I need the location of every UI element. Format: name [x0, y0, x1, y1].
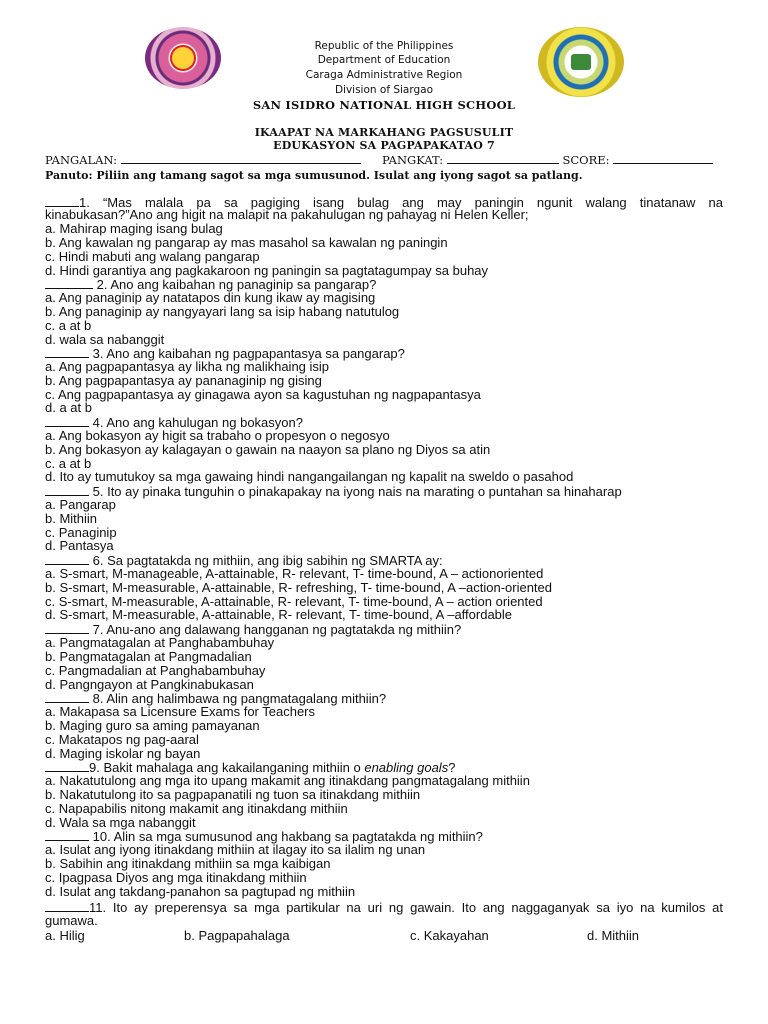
answer-blank-2[interactable] — [45, 277, 93, 289]
option: d. Pangngayon at Pangkinabukasan — [45, 677, 254, 692]
answer-blank-1[interactable] — [45, 195, 79, 207]
header-region: Caraga Administrative Region — [305, 69, 463, 81]
section-label: PANGKAT: — [381, 153, 444, 167]
option: c. Kakayahan — [410, 928, 489, 943]
question-7-stem: 7. Anu-ano ang dalawang hangganan ng pagtatakda ng mithiin? — [45, 622, 461, 637]
answer-blank-11[interactable] — [45, 900, 89, 912]
option: a. Ang panaginip ay natatapos din kung ikaw ay magising — [45, 290, 376, 305]
option: b. Pangmatagalan at Pangmadalian — [45, 649, 252, 664]
name-field[interactable] — [121, 153, 361, 164]
option: c. Makatapos ng pag-aaral — [45, 732, 199, 747]
option: b. Ang pagpapantasya ay pananaginip ng gising — [45, 373, 322, 388]
question-1-stem: 1. “Mas malala pa sa pagiging isang bulag ang may paningin ngunit walang tinatanaw na — [45, 195, 723, 210]
name-label: PANGALAN: — [45, 153, 118, 167]
option: c. Hindi mabuti ang walang pangarap — [45, 249, 260, 264]
question-11-stem-cont: gumawa. — [45, 913, 98, 928]
option: d. Pantasya — [45, 538, 114, 553]
option: b. Ang kawalan ng pangarap ay mas masahol sa kawalan ng paningin — [45, 235, 448, 250]
answer-blank-7[interactable] — [45, 622, 89, 634]
option: d. Hindi garantiya ang pagkakaroon ng paningin sa pagtatagumpay sa buhay — [45, 263, 489, 278]
option: d. S-smart, M-measurable, A-attainable, R- relevant, T- time-bound, A –affordable — [45, 607, 513, 622]
header-division: Division of Siargao — [334, 84, 434, 96]
question-9-stem: 9. Bakit mahalaga ang kakailanganing mithiin o enabling goals? — [45, 760, 455, 775]
option: d. Wala sa mga nabanggit — [45, 815, 196, 830]
section-field[interactable] — [447, 153, 559, 164]
question-5-stem: 5. Ito ay pinaka tunguhin o pinakapakay na iyong nais na marating o puntahan sa hinaharap — [45, 484, 622, 499]
option: a. S-smart, M-manageable, A-attainable, R- relevant, T- time-bound, A – actionoriented — [45, 566, 544, 581]
option: d. Isulat ang takdang-panahon sa pagtupad ng mithiin — [45, 884, 356, 899]
student-info-row — [45, 153, 725, 167]
option: a. Mahirap maging isang bulag — [45, 221, 223, 236]
option: c. Pangmadalian at Panghabambuhay — [45, 663, 266, 678]
question-6-stem: 6. Sa pagtatakda ng mithiin, ang ibig sabihin ng SMARTA ay: — [45, 553, 443, 568]
header-deped: Department of Education — [317, 54, 451, 66]
school-name: SAN ISIDRO NATIONAL HIGH SCHOOL — [252, 98, 516, 112]
option: d. wala sa nabanggit — [45, 332, 165, 347]
answer-blank-8[interactable] — [45, 691, 89, 703]
option: a. Pangmatagalan at Panghabambuhay — [45, 635, 275, 650]
option: d. Maging iskolar ng bayan — [45, 746, 201, 761]
answer-blank-9[interactable] — [45, 760, 89, 772]
option: c. a at b — [45, 456, 92, 471]
score-label: SCORE: — [562, 153, 610, 167]
answer-blank-5[interactable] — [45, 484, 89, 496]
option: a. Pangarap — [45, 497, 116, 512]
option: b. S-smart, M-measurable, A-attainable, R- refreshing, T- time-bound, A –action-oriented — [45, 580, 552, 595]
question-10-stem: 10. Alin sa mga sumusunod ang hakbang sa pagtatakda ng mithiin? — [45, 829, 483, 844]
option: a. Makapasa sa Licensure Exams for Teachers — [45, 704, 316, 719]
subject-title: EDUKASYON SA PAGPAPAKATAO 7 — [273, 139, 495, 152]
option: a. Ang bokasyon ay higit sa trabaho o propesyon o negosyo — [45, 428, 390, 443]
option: d. Mithiin — [587, 928, 640, 943]
option: a. Nakatutulong ang mga ito upang makamit ang itinakdang pangmatagalang mithiin — [45, 773, 530, 788]
option: a. Isulat ang iyong itinakdang mithiin at ilagay ito sa ilalim ng unan — [45, 842, 426, 857]
option: a. Ang pagpapantasya ay likha ng malikhaing isip — [45, 359, 330, 374]
option: c. Ipagpasa Diyos ang mga itinakdang mithiin — [45, 870, 307, 885]
option: c. Ang pagpapantasya ay ginagawa ayon sa kagustuhan ng nagpapantasya — [45, 387, 481, 402]
option: c. Panaginip — [45, 525, 117, 540]
question-2-stem: 2. Ano ang kaibahan ng panaginip sa pangarap? — [45, 277, 376, 292]
option: b. Nakatutulong ito sa pagpapanatili ng tuon sa itinakdang mithiin — [45, 787, 421, 802]
answer-blank-6[interactable] — [45, 553, 89, 565]
question-11-stem: 11. Ito ay preperensya sa mga partikular na uri ng gawain. Ito ang naggaganyak sa iyo na kumilos at — [45, 900, 723, 915]
instructions: Panuto: Piliin ang tamang sagot sa mga sumusunod. Isulat ang iyong sagot sa patlang. — [45, 169, 583, 182]
option: a. Hilig — [45, 928, 85, 943]
option: c. Napapabilis nitong makamit ang itinakdang mithiin — [45, 801, 348, 816]
option: b. Maging guro sa aming pamayanan — [45, 718, 260, 733]
exam-title: IKAAPAT NA MARKAHANG PAGSUSULIT — [254, 126, 514, 139]
score-field[interactable] — [613, 153, 713, 164]
answer-blank-3[interactable] — [45, 346, 89, 358]
option: b. Ang bokasyon ay kalagayan o gawain na naayon sa plano ng Diyos sa atin — [45, 442, 491, 457]
question-1-stem-cont: kinabukasan?”Ano ang higit na malapit na pakahulugan ng pahayag ni Helen Keller; — [45, 207, 529, 222]
answer-blank-10[interactable] — [45, 829, 89, 841]
question-3-stem: 3. Ano ang kaibahan ng pagpapantasya sa pangarap? — [45, 346, 405, 361]
option: b. Sabihin ang itinakdang mithiin sa mga kaibigan — [45, 856, 331, 871]
question-4-stem: 4. Ano ang kahulugan ng bokasyon? — [45, 415, 303, 430]
option: b. Mithiin — [45, 511, 98, 526]
header-republic: Republic of the Philippines — [314, 40, 454, 52]
option: c. a at b — [45, 318, 92, 333]
option: b. Ang panaginip ay nangyayari lang sa isip habang natutulog — [45, 304, 400, 319]
option: d. Ito ay tumutukoy sa mga gawaing hindi nangangailangan ng kapalit na sweldo o pasahod — [45, 469, 574, 484]
option: d. a at b — [45, 400, 92, 415]
option: b. Pagpapahalaga — [184, 928, 290, 943]
answer-blank-4[interactable] — [45, 415, 89, 427]
option: c. S-smart, M-measurable, A-attainable, R- relevant, T- time-bound, A – action oriented — [45, 594, 543, 609]
question-8-stem: 8. Alin ang halimbawa ng pangmatagalang mithiin? — [45, 691, 386, 706]
